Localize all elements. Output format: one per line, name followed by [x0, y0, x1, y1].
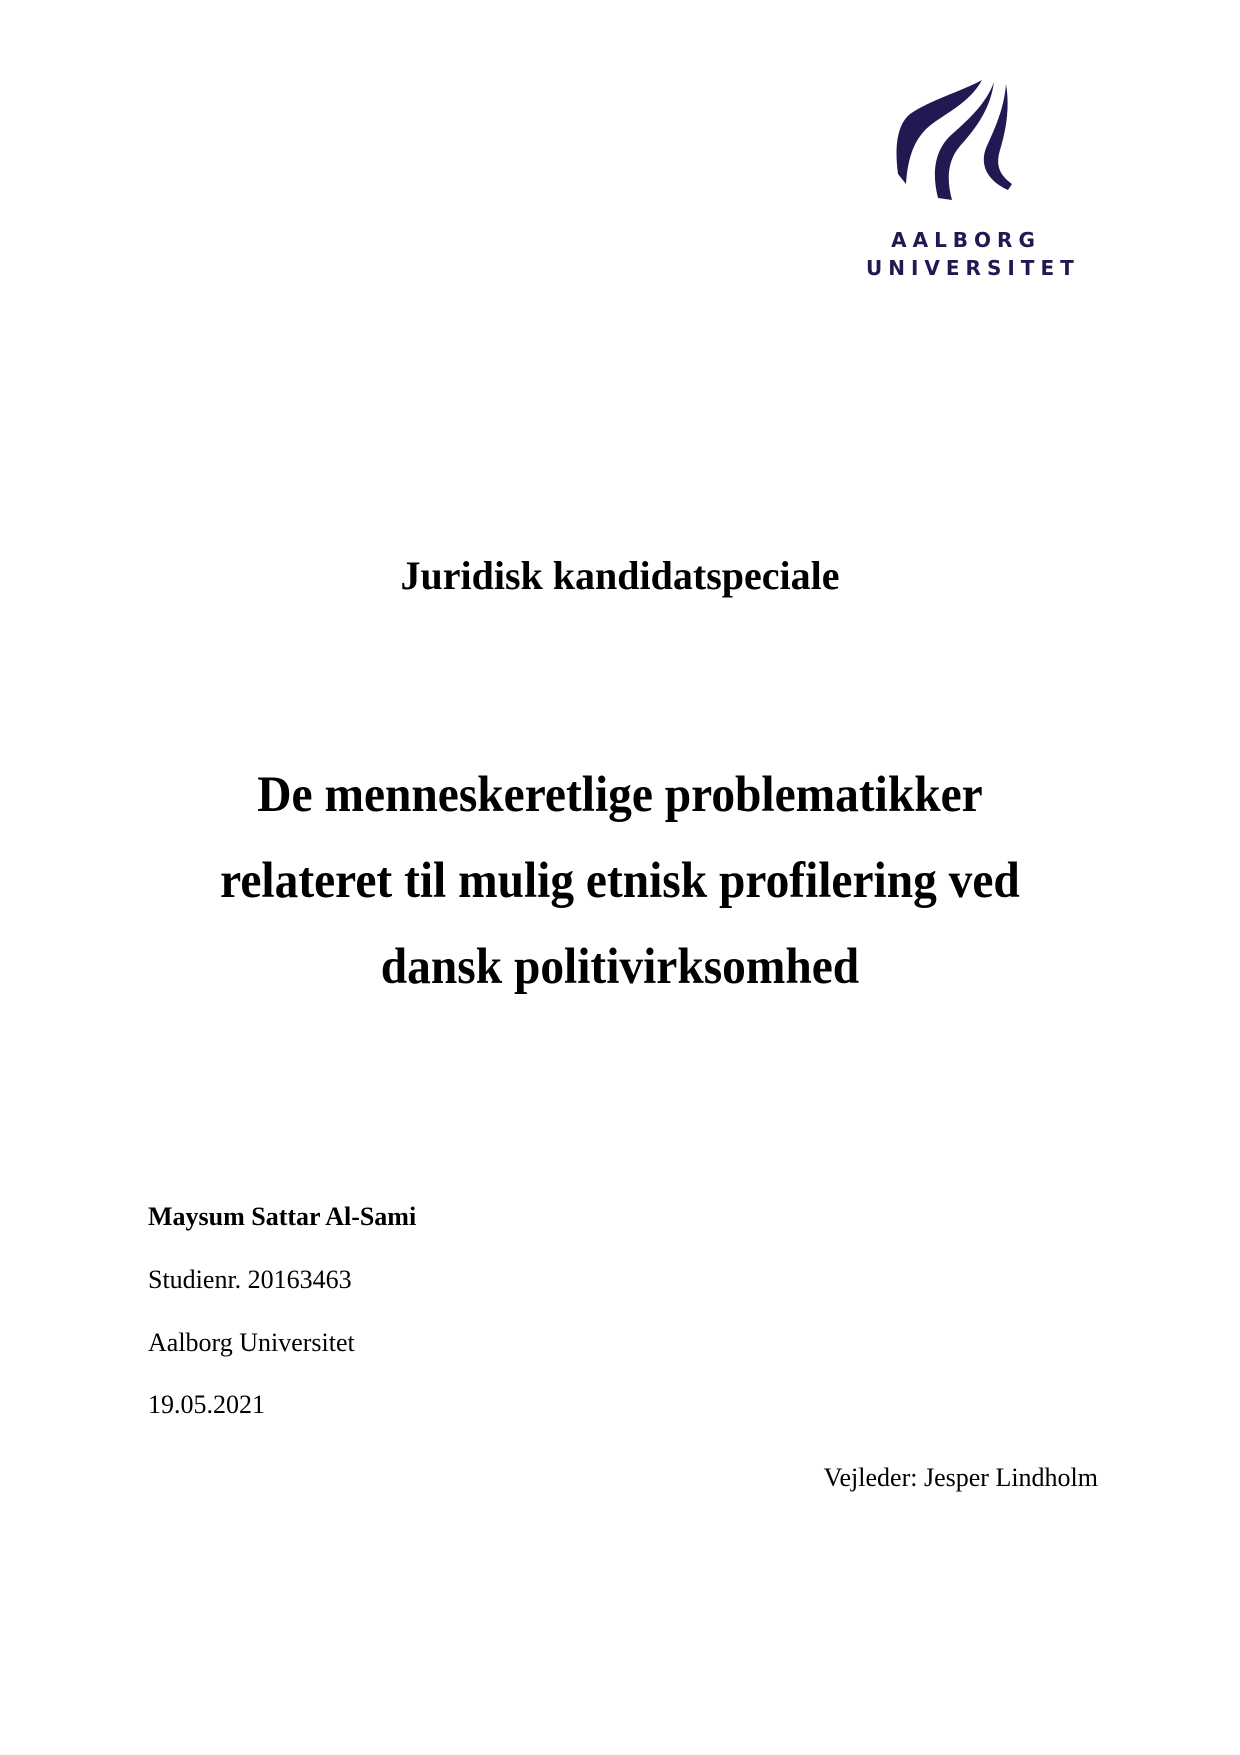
- title-line-3: dansk politivirksomhed: [380, 939, 860, 995]
- document-title: [100, 752, 1140, 1010]
- supervisor: Vejleder: Jesper Lindholm: [823, 1463, 1098, 1492]
- university-name: Aalborg Universitet: [148, 1328, 355, 1357]
- logo-text-aalborg: AALBORG: [891, 228, 1041, 252]
- title-line-1: De menneskeretlige problematikker: [257, 767, 983, 823]
- logo-text-universitet: UNIVERSITET: [866, 256, 1080, 280]
- document-subtitle: Juridisk kandidatspeciale: [400, 553, 840, 598]
- student-number: Studienr. 20163463: [148, 1265, 352, 1294]
- submission-date: 19.05.2021: [148, 1390, 265, 1419]
- title-line-2: relateret til mulig etnisk profilering ved: [220, 853, 1020, 909]
- university-logo: [860, 66, 1080, 286]
- aalborg-wave-icon: [890, 74, 1020, 204]
- author-name: Maysum Sattar Al-Sami: [148, 1202, 417, 1231]
